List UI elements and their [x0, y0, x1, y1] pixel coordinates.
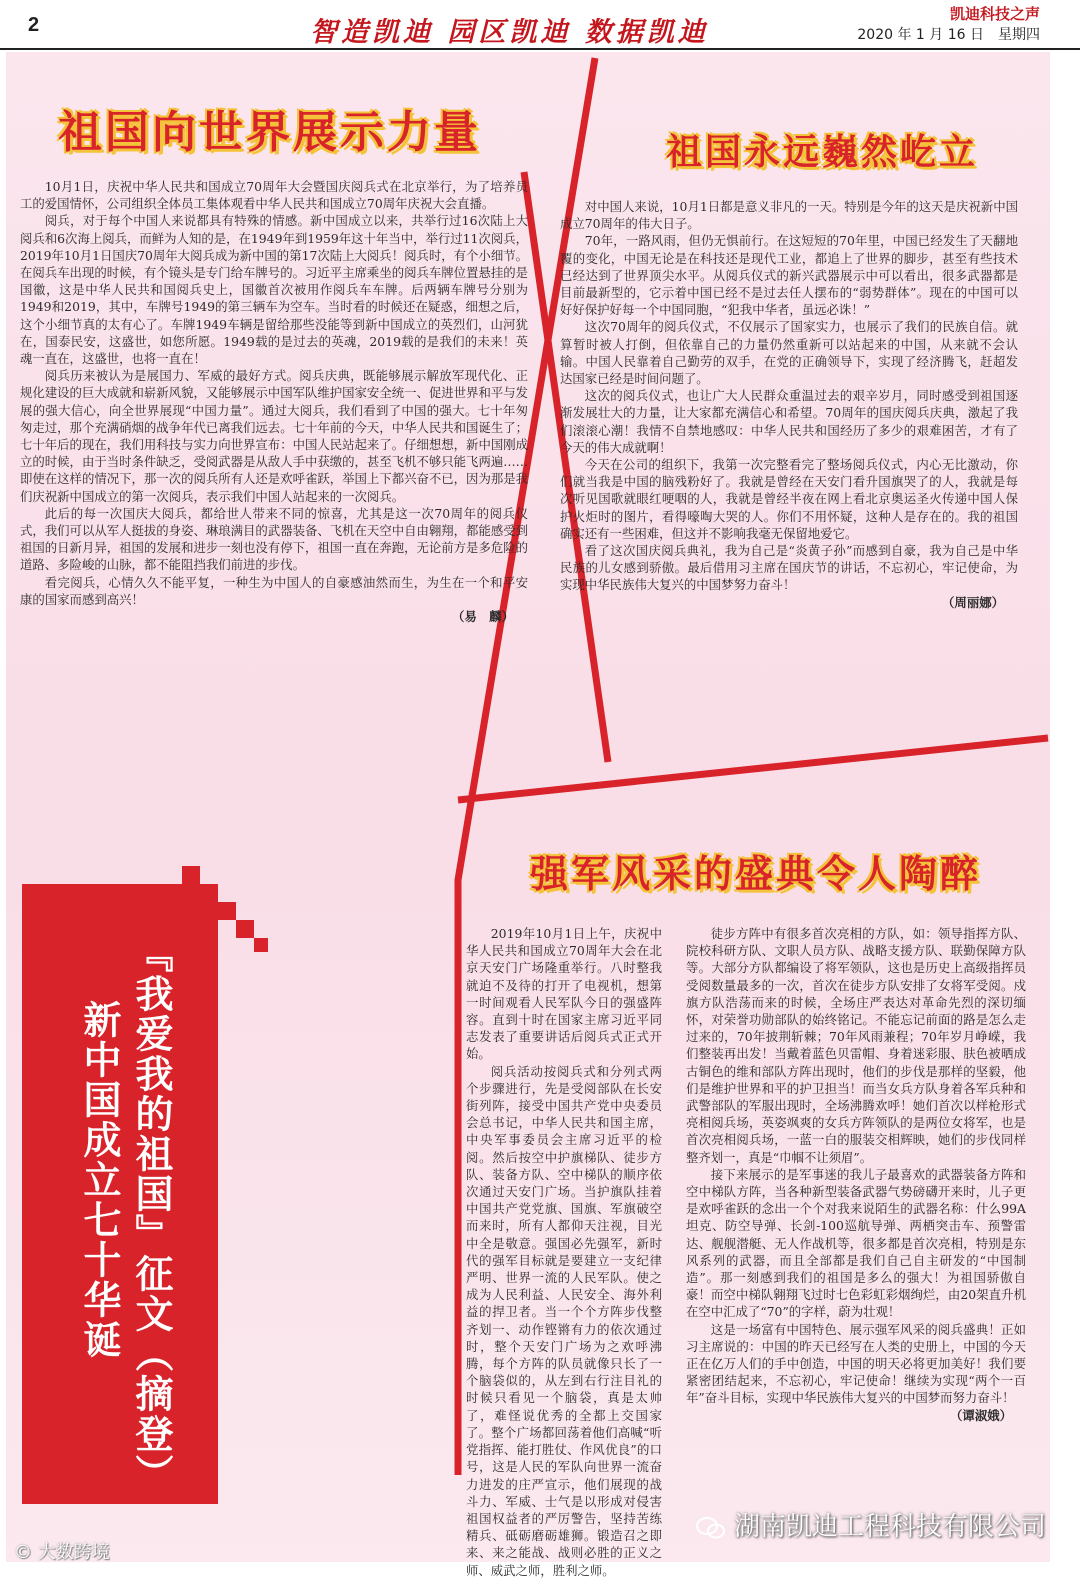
article1-author: （易 麟） [452, 609, 514, 625]
article1-paragraph: 阅兵，对于每个中国人来说都具有特殊的情感。新中国成立以来，共举行过16次陆上大阅兵和6次海上阅兵，而鲜为人知的是，在1949年到1959年这十年当中，举行过11次阅兵，2019年10月1日国庆70周年大阅兵成为新中国的第17次陆上大阅兵！阅兵时，有个小细节。在阅兵车出现的时候，有个镜头是专门给车牌号的。习近平主席乘坐的阅兵车牌位置悬挂的是国徽，这是中华人民共和国阅兵史上，国徽首次被用作阅兵车车牌。后两辆车牌号分别为1949和2019，其中，车牌号1949的第三辆车为空车。当时看的时候还在疑惑，细想之后，这个小细节真的太有心了。车牌1949车辆是留给那些没能等到新中国成立的英烈们，山河犹在，国泰民安，这盛世，如您所愿。1949载的是过去的英魂，2019载的是我们的未来！英魂一直在，这盛世，也将一直在！ [20, 213, 529, 367]
wechat-icon [696, 1517, 726, 1539]
article1-body [20, 178, 528, 625]
article3-title: 强军风采的盛典令人陶醉 [530, 852, 982, 896]
page-number: 2 [28, 14, 40, 36]
article3-left-column [466, 925, 662, 1579]
article3-right-column [686, 925, 1026, 1424]
article2-paragraph: 今天在公司的组织下，我第一次完整看完了整场阅兵仪式，内心无比激动，你们就当我是中国的脑残粉好了。我就是曾经在天安门看升国旗哭了的人，我就是每次听见国歌就眼红哽咽的人，我就是曾经半夜在网上看北京奥运圣火传递中国人保护火炬时的图片，看得嚎啕大哭的人。你们不用怀疑，这种人是存在的。我的祖国确实还有一些困难，但这并不影响我毫无保留地爱它。 [560, 457, 1018, 541]
article1-paragraph: 此后的每一次国庆大阅兵，都给世人带来不同的惊喜，尤其是这一次70周年的阅兵仪式，我们可以从军人挺拔的身姿、琳琅满目的武器装备、飞机在天空中自由翱翔，都能感受到祖国的日新月异，祖国的发展和进步一刻也没有停下，祖国一直在奔跑，无论前方是多危险的道路、多险峻的山脉，都不能阻挡我们前进的步伐。 [20, 505, 529, 573]
article3-paragraph: 这是一场富有中国特色、展示强军风采的阅兵盛典！正如习主席说的：中国的昨天已经写在人类的史册上，中国的今天正在亿万人们的手中创造，中国的明天必将更加美好！我们要紧密团结起来，不忘初心，牢记使命！继续为实现“两个一百年”奋斗目标，实现中华民族伟大复兴的中国梦而努力奋斗！ [686, 1321, 1026, 1406]
article1-paragraph: 看完阅兵，心情久久不能平复，一种生为中国人的自豪感油然而生，为生在一个和平安康的国家而感到高兴！ [20, 574, 528, 607]
article2-paragraph: 这次70周年的阅兵仪式，不仅展示了国家实力，也展示了我们的民族自信。就算暂时被人打倒，但依靠自己的力量仍然重新可以站起来的中国，从来就不会认输。中国人民靠着自己勤劳的双手，在党的正确领导下，实现了经济腾飞，赶超发达国家已经是时间问题了。 [560, 319, 1018, 387]
header-slogan: 智造凯迪 园区凯迪 数据凯迪 [310, 17, 709, 48]
article3-paragraph: 阅兵活动按阅兵式和分列式两个步骤进行，先是受阅部队在长安街列阵，接受中国共产党中央委员会总书记，中华人民共和国主席，中央军事委员会主席习近平的检阅。然后按空中护旗梯队、徒步方队、装备方队、空中梯队的顺序依次通过天安门广场。当护旗队挂着中国共产党党旗、国旗、军旗破空而来时，所有人都仰天注视，目光中全是敬意。强国必先强军，新时代的强军目标就是要建立一支纪律严明、世界一流的人民军队。使之成为人民利益、人民安全、海外利益的捍卫者。当一个个方阵步伐整齐划一、动作铿锵有力的依次通过时，整个天安门广场为之欢呼沸腾，每个方阵的队员就像只长了一个脑袋似的，从左到右行注目礼的时候只看见一个脑袋，真是太帅了，难怪说优秀的全都上交国家了。整个广场都回荡着他们高喊“听党指挥、能打胜仗、作风优良”的口号，这是人民的军队向世界一流奋力进发的庄严宣示，他们展现的战斗力、军威、士气是以形成对侵害祖国权益者的严厉警告，坚持苦练精兵、砥砺磨砺雄狮。锻造召之即来、来之能战、战则必胜的正义之师、威武之师，胜利之师。 [466, 1063, 662, 1578]
watermark-left: © 大数跨境 [14, 1542, 110, 1563]
article2-title: 祖国永远巍然屹立 [666, 132, 979, 173]
banner-contest-title: 『我爱我的祖国』征文（摘登） [129, 934, 173, 1494]
page-header [0, 0, 1080, 50]
newspaper-brand: 凯迪科技之声 [949, 5, 1040, 23]
article2-author: （周丽娜） [942, 594, 1004, 610]
article1-paragraph: 10月1日，庆祝中华人民共和国成立70周年大会暨国庆阅兵式在北京举行，为了培养员工的爱国情怀，公司组织全体员工集体观看中华人民共和国成立70周年庆祝大会直播。 [20, 179, 528, 212]
article2-paragraph: 70年，一路风雨，但仍无惧前行。在这短短的70年里，中国已经发生了天翻地覆的变化，中国无论是在科技还是现代工业，都追上了世界的脚步，甚至有些技术已经达到了世界顶尖水平。从阅兵仪式的新兴武器展示中可以看出，很多武器都是目前最新型的，它示着中国已经不是过去任人摆布的“弱势群体”。现在的中国可以好好保护好每一个中国同胞，“犯我中华者，虽远必诛！” [560, 233, 1018, 318]
article2-paragraph: 对中国人来说，10月1日都是意义非凡的一天。特别是今年的这天是庆祝新中国成立70周年的伟大日子。 [560, 199, 1018, 232]
article3-author: （谭淑娥） [950, 1407, 1012, 1423]
article3-paragraph: 2019年10月1日上午，庆祝中华人民共和国成立70周年大会在北京天安门广场隆重举行。八时整我就迫不及待的打开了电视机，想第一时间观看人民军队今日的强盛阵容。直到十时在国家主席习近平同志发表了重要讲话后阅兵式正式开始。 [466, 926, 662, 1062]
article3-paragraph: 徒步方阵中有很多首次亮相的方队，如：领导指挥方队、院校科研方队、文职人员方队、战略支援方队、联勤保障方队等。大部分方队都编设了将军领队，这也是历史上高级指挥员受阅数量最多的一次，首次在徒步方队安排了女将军受阅。戍旗方队浩荡而来的时候，全场庄严表达对革命先烈的深切缅怀，对荣誉功勋部队的始终铭记。不能忘记前面的路是怎么走过来的，70年披荆斩棘；70年风雨兼程；70年岁月峥嵘，我们整装再出发！当戴着蓝色贝雷帽、身着迷彩服、肤色被晒成古铜色的维和部队方阵出现时，他们的步伐是那样的坚毅，他们是维护世界和平的护卫担当！而当女兵方队身着各军兵种和武警部队的军服出现时，全场沸腾欢呼！她们首次以样枪形式亮相阅兵场，英姿飒爽的女兵方阵领队的是两位女将军，也是首次亮相阅兵场，一蓝一白的服装交相辉映，她们的步伐同样整齐划一，真是“巾帼不让须眉”。 [686, 926, 1026, 1165]
issue-date: 2020 年 1 月 16 日 星期四 [857, 27, 1040, 43]
article2-paragraph: 看了这次国庆阅兵典礼，我为自己是“炎黄子孙”而感到自豪，我为自己是中华民族的儿女感到骄傲。最后借用习主席在国庆节的讲话，不忘初心，牢记使命，为实现中华民族伟大复兴的中国梦努力奋斗！ [560, 543, 1018, 593]
article3-paragraph: 接下来展示的是军事迷的我儿子最喜欢的武器装备方阵和空中梯队方阵，当各种新型装备武器气势磅礴开来时，儿子更是欢呼雀跃的念出一个个对我来说陌生的武器名称：什么99A坦克、防空导弹、长剑-100巡航导弹、两栖突击车、预警雷达、舰舰潜艇、无人作战机等，很多都是首次亮相，特别是东风系列的武器，而且全部都是我们自己自主研发的“中国制造”。那一刻感到我们的祖国是多么的强大！为祖国骄傲自豪！而空中梯队翱翔飞过时七色彩虹彩烟绚烂，由20架直升机在空中汇成了“70”的字样，蔚为壮观！ [686, 1166, 1026, 1320]
red-divider-horizontal [458, 738, 1048, 800]
article2-body [560, 198, 1018, 611]
watermark-right [696, 1506, 1046, 1543]
banner-anniversary-title: 新中国成立七十华诞 [77, 1000, 121, 1360]
watermark-company: 湖南凯迪工程科技有限公司 [733, 1512, 1046, 1542]
article1-title: 祖国向世界展示力量 [58, 107, 481, 158]
article1-paragraph: 阅兵历来被认为是展国力、军威的最好方式。阅兵庆典，既能够展示解放军现代化、正规化建设的巨大成就和崭新风貌，又能够展示中国军队维护国家安全统一、促进世界和平与发展的强大信心，向全世界展现“中国力量”。通过大阅兵，我们看到了中国的强大。七十年匆匆走过，那个充满硝烟的战争年代已离我们远去。七十年前的今天，中华人民共和国诞生了；七十年后的现在，我们用科技与实力向世界宣布：中国人民站起来了。仔细想想，新中国刚成立的时候，由于当时条件缺乏，受阅武器是从敌人手中获缴的，甚至飞机不够只能飞两遍……即使在这样的情况下，那一次的阅兵所有人还是欢呼雀跃，举国上下都兴奋不已，因为那是我们庆祝新中国成立的第一次阅兵，表示我们中国人站起来的一次阅兵。 [20, 368, 529, 504]
article2-paragraph: 这次的阅兵仪式，也让广大人民群众重温过去的艰辛岁月，同时感受到祖国逐渐发展壮大的力量，让大家都充满信心和希望。70周年的国庆阅兵庆典，激起了我们滚滚心潮！我情不自禁地感叹：中华人民共和国经历了多少的艰难困苦，才有了今天的伟大成就啊！ [560, 388, 1018, 455]
